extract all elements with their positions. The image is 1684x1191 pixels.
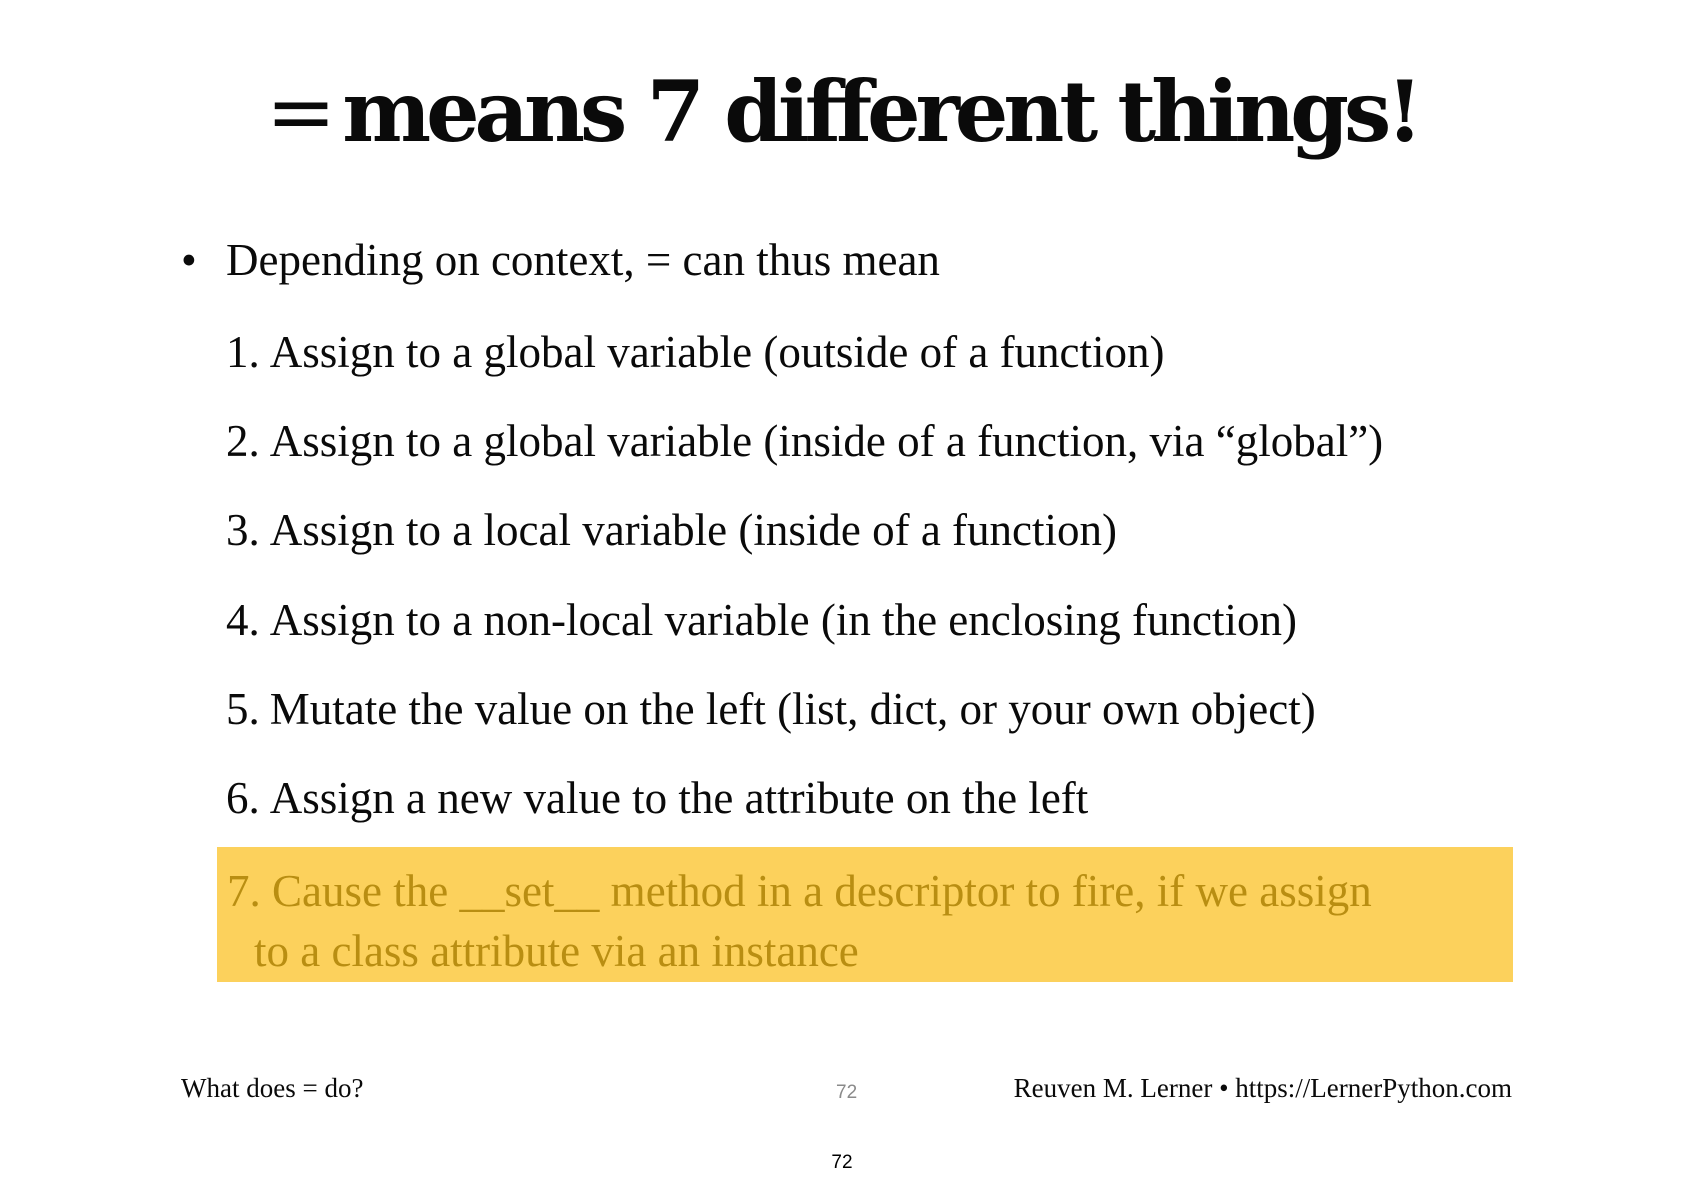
intro-text: Depending on context, = can thus mean [226,235,940,285]
list-item-text: Assign to a global variable (outside of a function) [269,327,1165,377]
list-item-number: 6. [226,773,260,823]
list-item-number: 1. [226,327,260,377]
list-item-number: 5. [226,684,260,734]
list-item-text: Mutate the value on the left (list, dict, or your own object) [269,684,1316,734]
list-item-number: 4. [226,595,260,645]
list-item-number: 3. [226,505,260,555]
page-number: 72 [831,1152,853,1173]
list-item-text: Assign a new value to the attribute on the left [269,773,1089,823]
list-item-text: Assign to a local variable (inside of a function) [269,505,1117,555]
list-item [226,327,1165,377]
list-item [226,505,1117,555]
list-item [226,595,1297,645]
highlighted-item-text [227,861,1372,981]
footer-slide-number: 72 [836,1082,858,1103]
list-item-text: Assign to a non-local variable (in the enclosing function) [269,595,1297,645]
list-item [226,684,1316,734]
footer-author: Reuven M. Lerner • https://LernerPython.com [1013,1073,1512,1103]
highlighted-line-1: Cause the __set__ method in a descriptor to fire, if we assign [272,866,1372,916]
list-item-number: 7. [227,866,261,916]
title-equals-sign: = [265,63,337,161]
footer-slide-topic: What does = do? [181,1073,364,1103]
list-item-number: 2. [226,416,260,466]
list-item [226,416,1384,466]
highlighted-line-2: to a class attribute via an instance [254,926,859,976]
bullet-icon: • [181,235,197,285]
highlighted-list-item [217,847,1513,982]
list-item [226,773,1089,823]
title-text: means 7 different things! [342,62,1419,161]
list-item-text: Assign to a global variable (inside of a function, via “global”) [269,416,1384,466]
